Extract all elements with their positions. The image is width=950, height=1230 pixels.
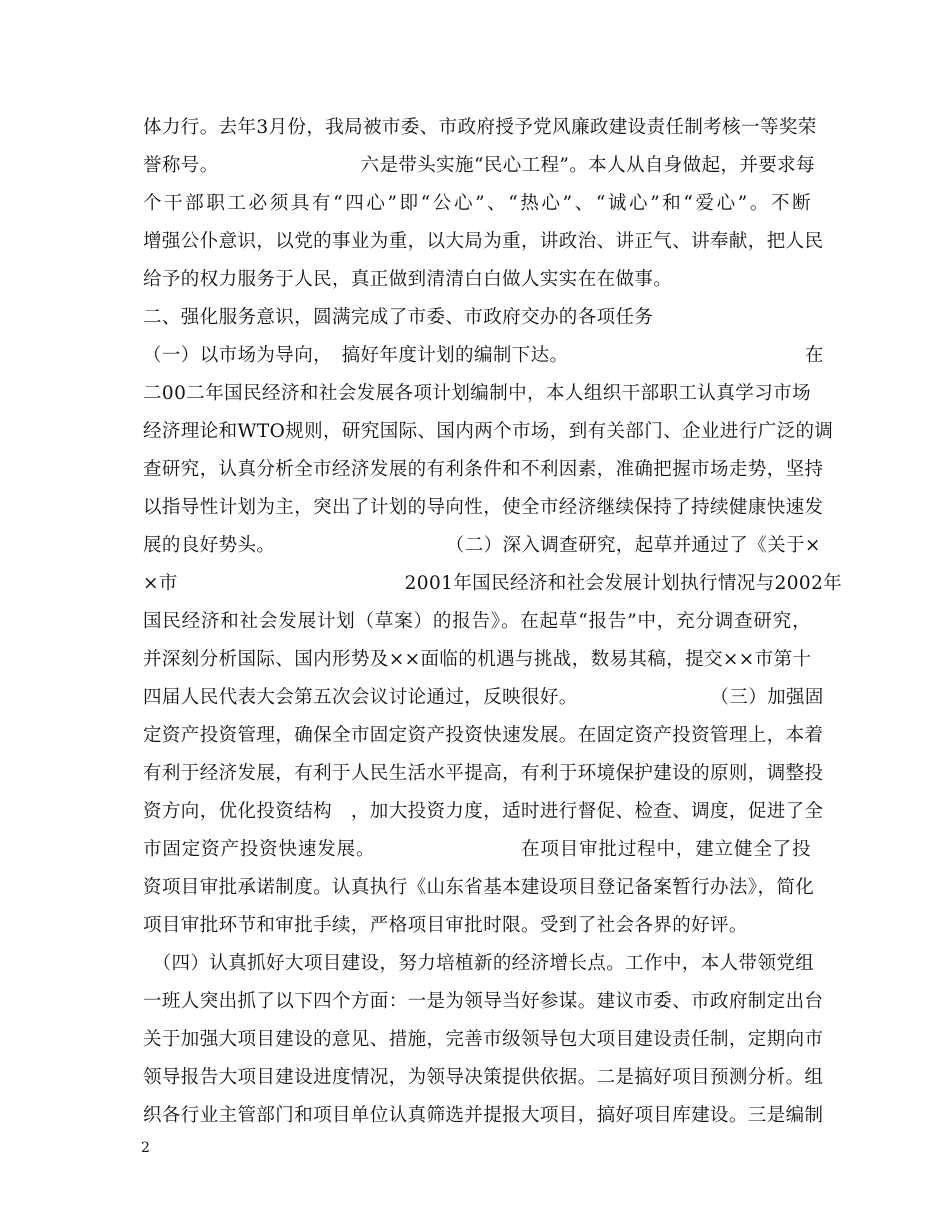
text-line: 展的良好势头。 （二）深入调查研究，起草并通过了《关于× [143, 535, 821, 556]
text-line: 市固定资产投资快速发展。 在项目审批过程中，建立健全了投 [143, 839, 811, 860]
text-line: ×市 2001年国民经济和社会发展计划执行情况与2002年 [143, 573, 843, 594]
text-line: 体力行。去年3月份，我局被市委、市政府授予党风廉政建设责任制考核一等奖荣 [143, 117, 817, 138]
text-line: 关于加强大项目建设的意见、措施，完善市级领导包大项目建设责任制，定期向市 [143, 1029, 824, 1050]
text-line: （四）认真抓好大项目建设，努力培植新的经济增长点。工作中，本人带领党组 [143, 953, 815, 974]
text-line: 项目审批环节和审批手续，严格项目审批时限。受到了社会各界的好评。 [143, 915, 748, 936]
text-line: 个干部职工必须具有“四心”即“公心”、“热心”、“诚心”和“爱心”。不断 [143, 193, 811, 214]
text-line: 定资产投资管理，确保全市固定资产投资快速发展。在固定资产投资管理上，本着 [143, 725, 824, 746]
text-line: 一班人突出抓了以下四个方面：一是为领导当好参谋。建议市委、市政府制定出台 [143, 991, 824, 1012]
text-line: 有利于经济发展，有利于人民生活水平提高，有利于环境保护建设的原则，调整投 [143, 763, 824, 784]
text-line: 经济理论和WTO规则，研究国际、国内两个市场，到有关部门、企业进行广泛的调 [143, 421, 834, 442]
text-line: 以指导性计划为主，突出了计划的导向性，使全市经济继续保持了持续健康快速发 [143, 497, 824, 518]
text-line: 给予的权力服务于人民，真正做到清清白白做人实实在在做事。 [143, 269, 673, 290]
text-line: （一）以市场为导向， 搞好年度计划的编制下达。 在 [143, 345, 824, 366]
text-line: 增强公仆意识，以党的事业为重，以大局为重，讲政治、讲正气、讲奉献，把人民 [143, 231, 824, 252]
text-line: 二00二年国民经济和社会发展各项计划编制中，本人组织干部职工认真学习市场 [143, 383, 811, 404]
text-line: 四届人民代表大会第五次会议讨论通过，反映很好。 （三）加强固 [143, 687, 824, 708]
text-line: 资项目审批承诺制度。认真执行《山东省基本建设项目登记备案暂行办法》，简化 [143, 877, 815, 898]
text-line: 织各行业主管部门和项目单位认真筛选并提报大项目，搞好项目库建设。三是编制 [143, 1105, 824, 1126]
text-line: 并深刻分析国际、国内形势及××面临的机遇与挑战，数易其稿，提交××市第十 [143, 649, 812, 670]
page-number: 2 [141, 1140, 150, 1156]
section-heading: 二、强化服务意识，圆满完成了市委、市政府交办的各项任务 [143, 307, 654, 328]
text-line: 查研究，认真分析全市经济发展的有利条件和不利因素，准确把握市场走势，坚持 [143, 459, 824, 480]
text-line: 国民经济和社会发展计划（草案）的报告》。在起草“报告”中，充分调查研究， [143, 611, 811, 632]
text-line: 资方向，优化投资结构 ，加大投资力度，适时进行督促、检查、调度，促进了全 [143, 801, 824, 822]
text-line: 誉称号。 六是带头实施“民心工程”。本人从自身做起，并要求每 [143, 155, 815, 176]
text-line: 领导报告大项目建设进度情况，为领导决策提供依据。二是搞好项目预测分析。组 [143, 1067, 824, 1088]
